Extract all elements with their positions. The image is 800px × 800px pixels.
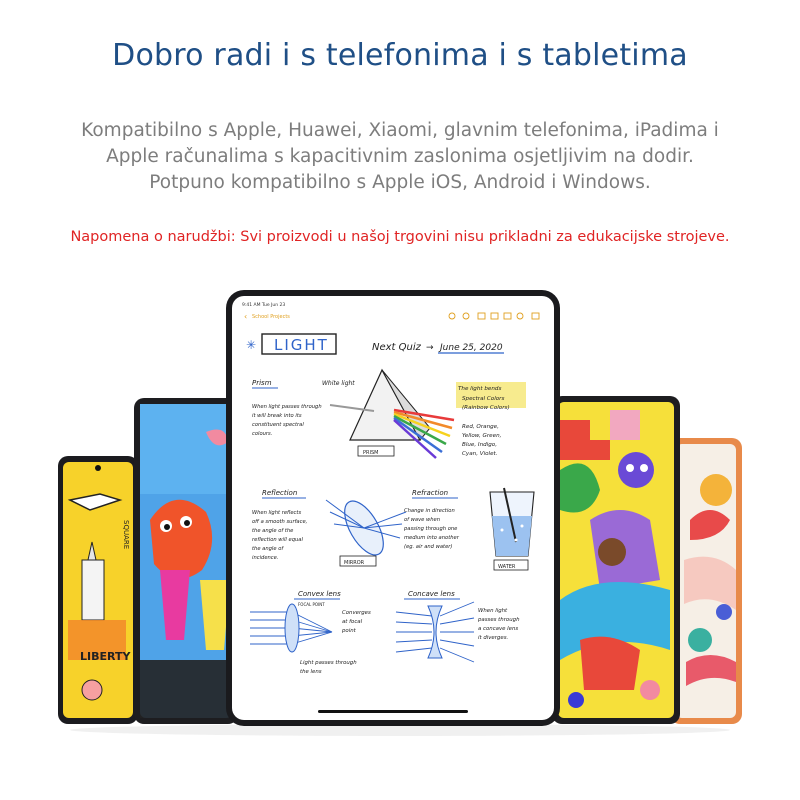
- svg-text:When light reflects: When light reflects: [252, 510, 302, 516]
- compatibility-line-2: Apple računalima s kapacitivnim zaslonima osjetljivim na dodir.: [106, 146, 694, 167]
- svg-text:Converges: Converges: [342, 610, 371, 616]
- square-label: SQUARE: [122, 520, 130, 550]
- reflection-title: Reflection: [262, 489, 298, 497]
- svg-text:When light: When light: [478, 608, 508, 614]
- left-phone: [58, 456, 138, 724]
- sparkle-icon: ✳: [246, 338, 257, 352]
- svg-text:it will break into its: it will break into its: [252, 413, 302, 419]
- svg-text:passing through one: passing through one: [404, 526, 458, 532]
- svg-text:When light passes through: When light passes through: [252, 404, 322, 410]
- svg-text:Spectral Colors: Spectral Colors: [462, 396, 505, 402]
- convex-title: Convex lens: [298, 590, 341, 598]
- right-tablet: [552, 396, 680, 724]
- svg-text:of wave when: of wave when: [404, 517, 440, 523]
- svg-text:at focal: at focal: [342, 619, 363, 625]
- svg-text:incidence.: incidence.: [252, 555, 279, 561]
- center-tablet: [226, 290, 560, 726]
- svg-text:point: point: [342, 628, 356, 634]
- svg-text:reflection will equal: reflection will equal: [252, 537, 303, 543]
- svg-text:Light passes through: Light passes through: [300, 660, 357, 666]
- svg-text:a concave lens: a concave lens: [478, 626, 519, 632]
- svg-text:off a smooth surface,: off a smooth surface,: [252, 519, 308, 525]
- quiz-date: June 25, 2020: [440, 343, 503, 353]
- refraction-title: Refraction: [412, 489, 449, 497]
- note-heading: LIGHT: [274, 336, 329, 354]
- svg-text:Change in direction: Change in direction: [404, 508, 455, 514]
- prism-label: PRISM: [363, 450, 379, 456]
- compatibility-line-3: Potpuno kompatibilno s Apple iOS, Android i Windows.: [149, 172, 651, 193]
- svg-text:(Rainbow Colors): (Rainbow Colors): [462, 405, 510, 411]
- compatibility-line-1: Kompatibilno s Apple, Huawei, Xiaomi, glavnim telefonima, iPadima i: [81, 120, 719, 141]
- svg-text:the lens: the lens: [300, 669, 322, 675]
- mirror-label: MIRROR: [344, 560, 365, 566]
- liberty-label: LIBERTY: [80, 650, 131, 663]
- right-phone: [670, 438, 742, 724]
- svg-text:The light bends: The light bends: [458, 386, 502, 392]
- arrow-icon: →: [426, 343, 434, 353]
- left-tablet: [134, 398, 238, 724]
- svg-text:(eg. air and water): (eg. air and water): [404, 544, 453, 550]
- prism-title: Prism: [252, 379, 272, 387]
- page-title: Dobro radi i s telefonima i s tabletima: [112, 38, 688, 73]
- focal-point-label: FOCAL POINT: [298, 602, 325, 607]
- svg-text:the angle of: the angle of: [252, 546, 284, 552]
- svg-text:Yellow, Green,: Yellow, Green,: [462, 433, 502, 439]
- svg-text:Blue, Indigo,: Blue, Indigo,: [462, 442, 497, 448]
- status-time: 9:41 AM Tue Jun 23: [242, 303, 286, 308]
- water-label: WATER: [498, 564, 516, 570]
- svg-text:medium into another: medium into another: [404, 535, 459, 541]
- svg-text:passes through: passes through: [478, 617, 520, 623]
- svg-text:it diverges.: it diverges.: [478, 635, 509, 641]
- svg-text:colours.: colours.: [252, 431, 273, 437]
- floor-shadow: [70, 724, 730, 736]
- white-light-label: White light: [322, 380, 355, 387]
- back-link[interactable]: School Projects: [252, 314, 290, 320]
- svg-text:Cyan, Violet.: Cyan, Violet.: [462, 451, 498, 457]
- concave-title: Concave lens: [408, 590, 455, 598]
- svg-text:Red, Orange,: Red, Orange,: [462, 424, 499, 430]
- svg-text:constituent spectral: constituent spectral: [252, 422, 304, 428]
- order-note: Napomena o narudžbi: Svi proizvodi u našoj trgovini nisu prikladni za edukacijske strojeve.: [70, 229, 730, 245]
- chevron-left-icon[interactable]: ‹: [244, 312, 248, 321]
- svg-text:the angle of the: the angle of the: [252, 528, 294, 534]
- quiz-label: Next Quiz: [372, 342, 421, 353]
